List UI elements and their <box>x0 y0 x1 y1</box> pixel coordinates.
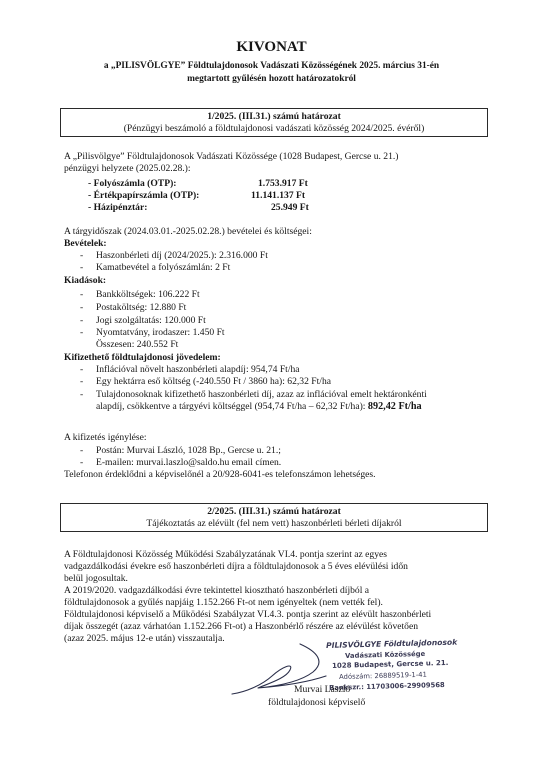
claim-item-post: Postán: Murvai László, 1028 Bp., Gercse u. 21.; <box>96 445 281 456</box>
resolution-2-line: vadgazdálkodási évekre eső haszonbérleti díjra a földtulajdonosok a 5 éves elévülési időn <box>64 561 408 572</box>
expense-total: Összesen: 240.552 Ft <box>96 339 179 350</box>
stamp-line: Bankszr.: 11703006-29909568 <box>329 680 445 692</box>
income-item-interest: Kamatbevétel a folyószámlán: 2 Ft <box>96 262 231 273</box>
payable-heading: Kifizethető földtulajdonosi jövedelem: <box>64 352 221 363</box>
stamp-line: Vadászati Közössége <box>345 649 426 660</box>
list-dash: - <box>80 262 84 273</box>
resolution-2-header-box <box>60 503 488 532</box>
resolution-2-line: (azaz 2025. május 12-e után) visszautalja. <box>64 633 225 644</box>
resolution-2-line: A 2019/2020. vadgazdálkodási évre tekintettel kiosztható haszonbérleti díjból a <box>64 585 370 596</box>
list-dash: - <box>80 302 84 313</box>
document-subtitle-line2: megtartott gyűlésén hozott határozatokról <box>187 74 356 84</box>
expense-item-legal: Jogi szolgáltatás: 120.000 Ft <box>96 315 206 326</box>
payable-item-net-line2 <box>96 401 422 413</box>
list-dash: - <box>80 445 84 456</box>
document-subtitle-line1: a „PILISVÖLGYE” Földtulajdonosok Vadászati Közösségének 2025. március 31-én <box>103 61 440 71</box>
payable-item-net-text: alapdíj, csökkentve a tárgyévi költséggel (954,74 Ft/ha – 62,32 Ft/ha): <box>96 401 366 412</box>
balance-value-securities-account: 11.141.137 Ft <box>251 190 306 201</box>
resolution-2-title: 2/2025. (III.31.) számú határozat <box>207 506 341 517</box>
balance-label-current-account: - Folyószámla (OTP): <box>88 178 177 189</box>
resolution-2-line: belül jogosultak. <box>64 573 128 584</box>
phone-text: Telefonon érdeklődni a képviselőnél a 20/928-6041-es telefonszámon lehetséges. <box>64 469 376 480</box>
income-item-lease-fee: Haszonbérleti díj (2024/2025.): 2.316.000 Ft <box>96 250 268 261</box>
resolution-2-line: Földtulajdonosi képviselő a Működési Szabályzat VI.4.3. pontja szerint az elévült haszonbérleti <box>64 609 432 620</box>
list-dash: - <box>80 364 84 375</box>
claim-item-email: E-mailen: murvai.laszlo@saldo.hu email címen. <box>96 457 282 468</box>
stamp-line: 1028 Budapest, Gercse u. 21. <box>332 658 449 670</box>
expense-item-postage: Postaköltség: 12.880 Ft <box>96 302 187 313</box>
list-dash: - <box>80 376 84 387</box>
claim-heading: A kifizetés igénylése: <box>64 432 147 443</box>
resolution-2-line: díjak összegét (azaz várhatóan 1.152.266 Ft-ot) a Haszonbérlő részére az elévülést követően <box>64 621 419 632</box>
resolution-1-header-box <box>60 108 488 137</box>
intro-line-2: pénzügyi helyzete (2025.02.28.): <box>64 163 191 174</box>
payable-item-net-line1: Tulajdonosoknak kifizethető haszonbérleti díj, azaz az inflációval emelt hektáronkénti <box>96 389 427 400</box>
expense-heading: Kiadások: <box>64 275 107 286</box>
expense-item-stationery: Nyomtatvány, irodaszer: 1.450 Ft <box>96 327 225 338</box>
signatory-role: földtulajdonosi képviselő <box>268 697 366 708</box>
list-dash: - <box>80 315 84 326</box>
document-title: KIVONAT <box>236 39 307 55</box>
intro-line-1: A „Pilisvölgye” Földtulajdonosok Vadászati Közössége (1028 Budapest, Gercse u. 21.) <box>64 151 399 162</box>
resolution-1-title: 1/2025. (III.31.) számú határozat <box>207 111 341 122</box>
list-dash: - <box>80 457 84 468</box>
resolution-2-subtitle: Tájékoztatás az elévült (fel nem vett) haszonbérleti bérleti díjakról <box>146 518 402 529</box>
balance-value-petty-cash: 25.949 Ft <box>271 202 309 213</box>
list-dash: - <box>80 327 84 338</box>
resolution-1-subtitle: (Pénzügyi beszámoló a földtulajdonosi vadászati közösség 2024/2025. évéről) <box>123 123 425 134</box>
resolution-2-line: földtulajdonosok a gyűlés napjáig 1.152.266 Ft-ot nem igényeltek (nem vették fel). <box>64 597 383 608</box>
payable-item-net-value: 892,42 Ft/ha <box>367 401 422 412</box>
payable-item-base-fee: Inflációval növelt haszonbérleti alapdíj: 954,74 Ft/ha <box>96 364 300 375</box>
list-dash: - <box>80 389 84 400</box>
balance-value-current-account: 1.753.917 Ft <box>258 178 308 189</box>
payable-item-cost-per-ha: Egy hektárra eső költség (-240.550 Ft / 3860 ha): 62,32 Ft/ha <box>96 376 332 387</box>
resolution-2-line: A Földtulajdonosi Közösség Működési Szabályzatának VI.4. pontja szerint az egyes <box>64 549 388 560</box>
expense-item-bank: Bankköltségek: 106.222 Ft <box>96 289 200 300</box>
balance-label-securities-account: - Értékpapírszámla (OTP): <box>88 190 200 201</box>
stamp-line: Adószám: 26889519-1-41 <box>339 670 428 681</box>
balance-label-petty-cash: - Házipénztár: <box>88 202 148 213</box>
income-heading: Bevételek: <box>64 238 107 249</box>
list-dash: - <box>80 250 84 261</box>
signatory-name: Murvai László <box>294 684 351 695</box>
list-dash: - <box>80 289 84 300</box>
stamp-line: PILISVÖLGYE Földtulajdonosok <box>326 637 458 650</box>
period-text: A tárgyidőszak (2024.03.01.-2025.02.28.) bevételei és költségei: <box>64 226 312 237</box>
